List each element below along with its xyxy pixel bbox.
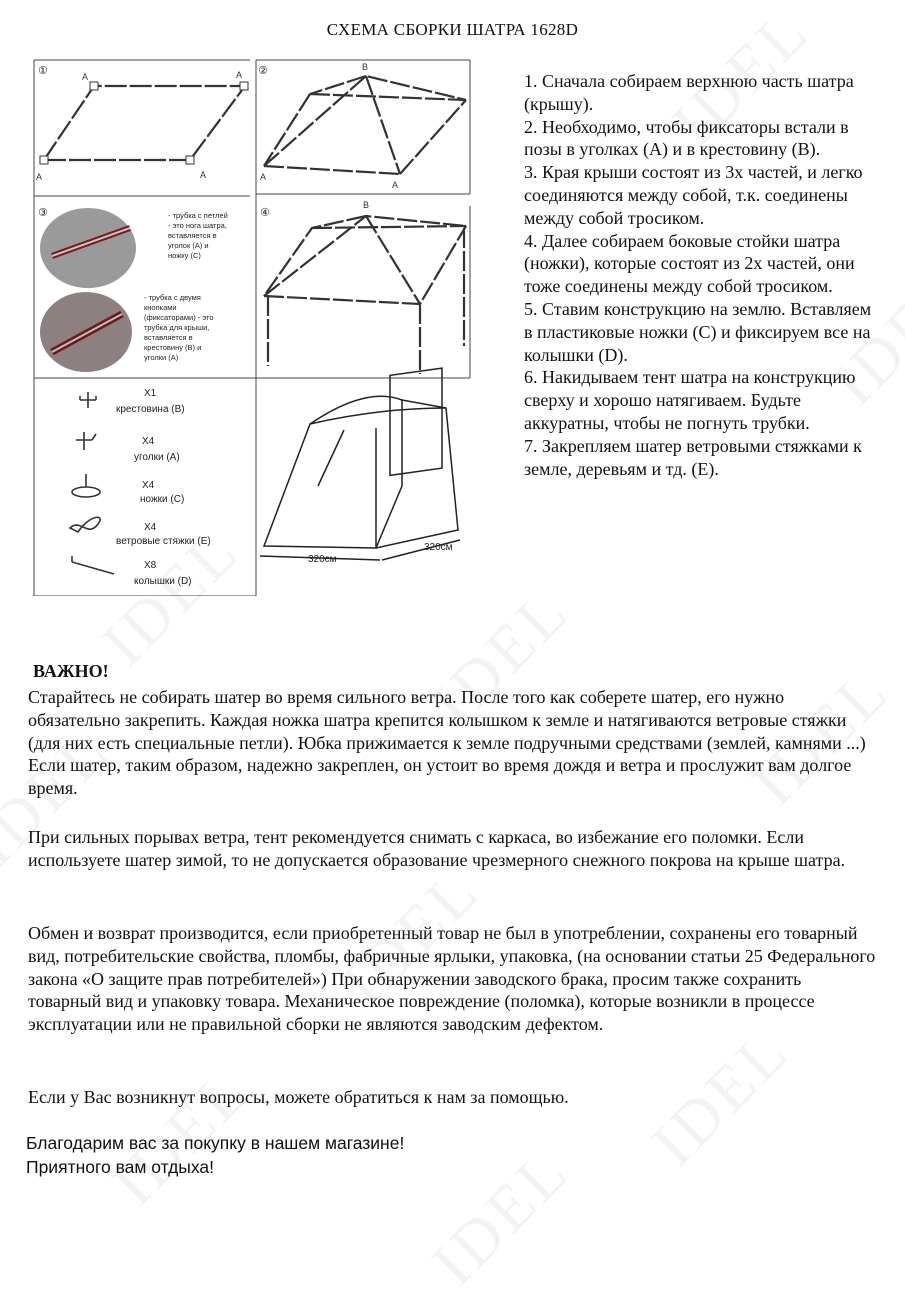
parts-label-cross: крестовина (B) — [116, 404, 185, 415]
assembly-steps — [524, 70, 874, 480]
panel-4-full-frame — [264, 216, 466, 374]
panel-number-3: ③ — [38, 207, 48, 219]
note-button-tube: - трубка с двумя кнопками (фиксаторами) - это трубка для крыши, вставляется в крестовину (В) и уголки (А) — [144, 293, 214, 362]
paragraph-gusts: При сильных порывах ветра, тент рекомендуется снимать с каркаса, во избежание его поломки. Если используете шатер зимой, то не допускается образование чрезмерного снежного покрова на крыше шатра. — [28, 827, 846, 870]
important-heading: ВАЖНО! — [33, 661, 109, 681]
panel-number-2: ② — [258, 65, 268, 77]
paragraph-return-policy: Обмен и возврат производится, если приобретенный товар не был в употреблении, сохранены его товарный вид, потребительские свойства, пломбы, фабричные ярлыки, упаковка, (на основании статьи 25 Федерального закона «О защите прав потребителей») При обнаружении заводского брака, просим также сохранить товарный вид и упаковку товара. Механическое повреждение (поломка), которые возникли в процессе эксплуатации или не правильной сборки не являются заводским дефектом. — [28, 923, 876, 1035]
parts-qty-pegs: X8 — [144, 560, 157, 571]
panel-number-4: ④ — [260, 207, 270, 219]
paragraph-wind: Старайтесь не собирать шатер во время сильного ветра. После того как соберете шатер, его нужно обязательно закрепить. Каждая ножка шатра крепится колышком к земле и натягиваются ветровые стяжки (для них есть специальные петли). Юбка прижимается к земле подручными средствами (землей, камнями ...) Если шатер, таким образом, надежно закреплен, он устоит во время дождя и ветра и прослужит вам долгое время. — [28, 687, 866, 799]
cross-label-b: B — [362, 62, 369, 72]
wish-line: Приятного вам отдыха! — [26, 1157, 215, 1177]
parts-label-legs: ножки (C) — [140, 494, 185, 505]
corner-label-a: A — [200, 170, 207, 180]
corner-label-a: A — [392, 180, 399, 190]
corner-label-a: A — [82, 72, 89, 82]
parts-label-ropes: ветровые стяжки (E) — [116, 536, 211, 547]
cross-label-b: B — [363, 200, 370, 210]
dimension-front: 320см — [308, 554, 337, 565]
parts-qty-corners: X4 — [142, 436, 155, 447]
dimension-side: 320см — [424, 542, 453, 553]
panel-2-dome-roof — [264, 76, 466, 174]
watermark — [418, 1134, 585, 1300]
step-1: 1. Сначала собираем верхнюю часть шатра (крышу). — [524, 71, 854, 114]
paragraph-questions: Если у Вас возникнут вопросы, можете обратиться к нам за помощью. — [28, 1087, 569, 1107]
panel-number-1: ① — [38, 65, 48, 77]
parts-icons — [70, 392, 114, 574]
step-2: 2. Необходимо, чтобы фиксаторы встали в позы в уголках (А) и в крестовину (В). — [524, 116, 849, 160]
panel-1-roof-frame — [44, 86, 245, 160]
corner-label-a: A — [236, 70, 243, 80]
corner-label-a: A — [260, 172, 267, 182]
step-3: 3. Края крыши состоят из 3х частей, и легко соединяются между собой, т.к. соединены между собой тросиком. — [524, 162, 863, 228]
tent-drawing — [260, 368, 460, 560]
corner-label-a: A — [36, 172, 43, 182]
assembly-diagram — [30, 56, 500, 596]
step-6: 6. Накидываем тент шатра на конструкцию сверху и хорошо натягиваем. Будьте аккуратны, чтобы не погнуть трубки. — [524, 367, 856, 433]
parts-qty-cross: X1 — [144, 388, 157, 399]
step-5: 5. Ставим конструкцию на землю. Вставляем в пластиковые ножки (С) и фиксируем все на колышки (D). — [524, 298, 872, 365]
parts-qty-ropes: X4 — [144, 522, 157, 533]
page-title: СХЕМА СБОРКИ ШАТРА 1628D — [326, 20, 579, 39]
step-7: 7. Закрепляем шатер ветровыми стяжками к земле, деревьям и тд. (Е). — [524, 435, 862, 479]
parts-label-pegs: колышки (D) — [134, 576, 192, 587]
step-4: 4. Далее собираем боковые стойки шатра (ножки), которые состоят из 2х частей, они тоже соединены между собой тросиком. — [524, 230, 855, 297]
parts-label-corners: уголки (A) — [134, 452, 180, 463]
thanks-line: Благодарим вас за покупку в нашем магазине! — [26, 1133, 405, 1153]
parts-qty-legs: X4 — [142, 480, 155, 491]
panel-3-photos — [40, 208, 136, 372]
note-loop-tube: - трубка с петлей - это нога шатра, вставляется в уголок (А) и ножку (С) — [168, 211, 228, 260]
